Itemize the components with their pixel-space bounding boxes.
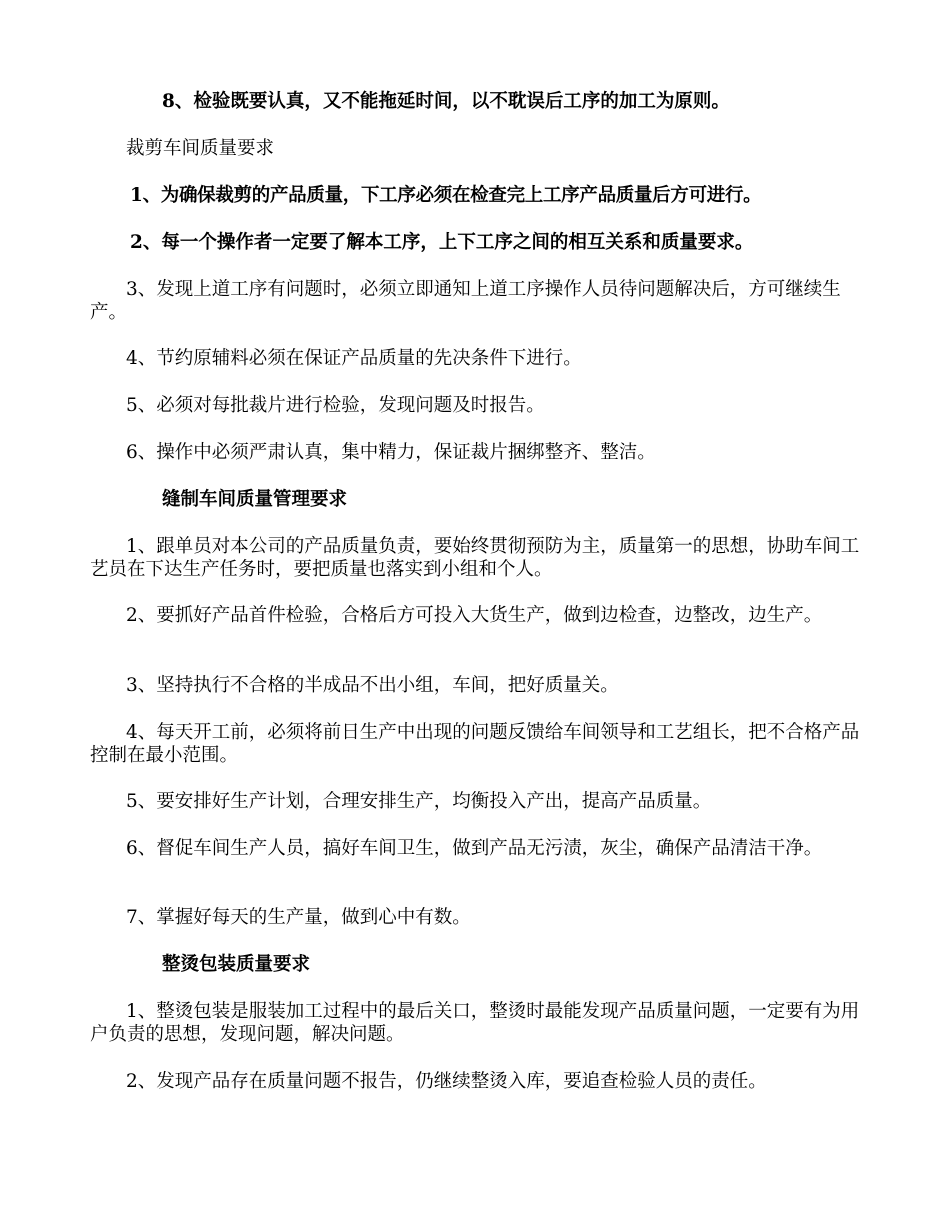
cutting-item-6: 6、操作中必须严肃认真，集中精力，保证裁片捆绑整齐、整洁。 <box>126 442 656 463</box>
sewing-item-4: 4、每天开工前，必须将前日生产中出现的问题反馈给车间领导和工艺组长，把不合格产品控制在最小范围。 <box>90 722 860 766</box>
cutting-item-5: 5、必须对每批裁片进行检验，发现问题及时报告。 <box>126 395 545 416</box>
cutting-item-2: 2、每一个操作者一定要了解本工序，上下工序之间的相互关系和质量要求。 <box>130 232 754 253</box>
cutting-item-4: 4、节约原辅料必须在保证产品质量的先决条件下进行。 <box>126 348 582 369</box>
ironing-item-1: 1、整烫包装是服装加工过程中的最后关口，整烫时最能发现产品质量问题，一定要有为用户负责的思想，发现问题，解决问题。 <box>90 1001 860 1045</box>
sewing-section-heading: 缝制车间质量管理要求 <box>162 489 348 510</box>
cutting-item-3: 3、发现上道工序有问题时，必须立即通知上道工序操作人员待问题解决后，方可继续生产。 <box>90 279 841 323</box>
sewing-item-5: 5、要安排好生产计划，合理安排生产，均衡投入产出，提高产品质量。 <box>126 791 712 812</box>
cutting-item-1: 1、为确保裁剪的产品质量，下工序必须在检查完上工序产品质量后方可进行。 <box>130 185 762 206</box>
sewing-item-1: 1、跟单员对本公司的产品质量负责，要始终贯彻预防为主，质量第一的思想，协助车间工艺员在下达生产任务时，要把质量也落实到小组和个人。 <box>90 536 860 580</box>
cutting-section-heading: 裁剪车间质量要求 <box>126 138 275 159</box>
sewing-item-2: 2、要抓好产品首件检验，合格后方可投入大货生产，做到边检查，边整改，边生产。 <box>126 605 823 626</box>
ironing-section-heading: 整烫包装质量要求 <box>162 954 311 975</box>
ironing-item-2: 2、发现产品存在质量问题不报告，仍继续整烫入库，要追查检验人员的责任。 <box>126 1071 767 1092</box>
sewing-item-6: 6、督促车间生产人员，搞好车间卫生，做到产品无污渍，灰尘，确保产品清洁干净。 <box>126 838 823 859</box>
item-8-paragraph: 8、检验既要认真，又不能拖延时间，以不耽误后工序的加工为原则。 <box>162 91 730 112</box>
sewing-item-3: 3、坚持执行不合格的半成品不出小组，车间，把好质量关。 <box>126 675 619 696</box>
sewing-item-7: 7、掌握好每天的生产量，做到心中有数。 <box>126 907 471 928</box>
